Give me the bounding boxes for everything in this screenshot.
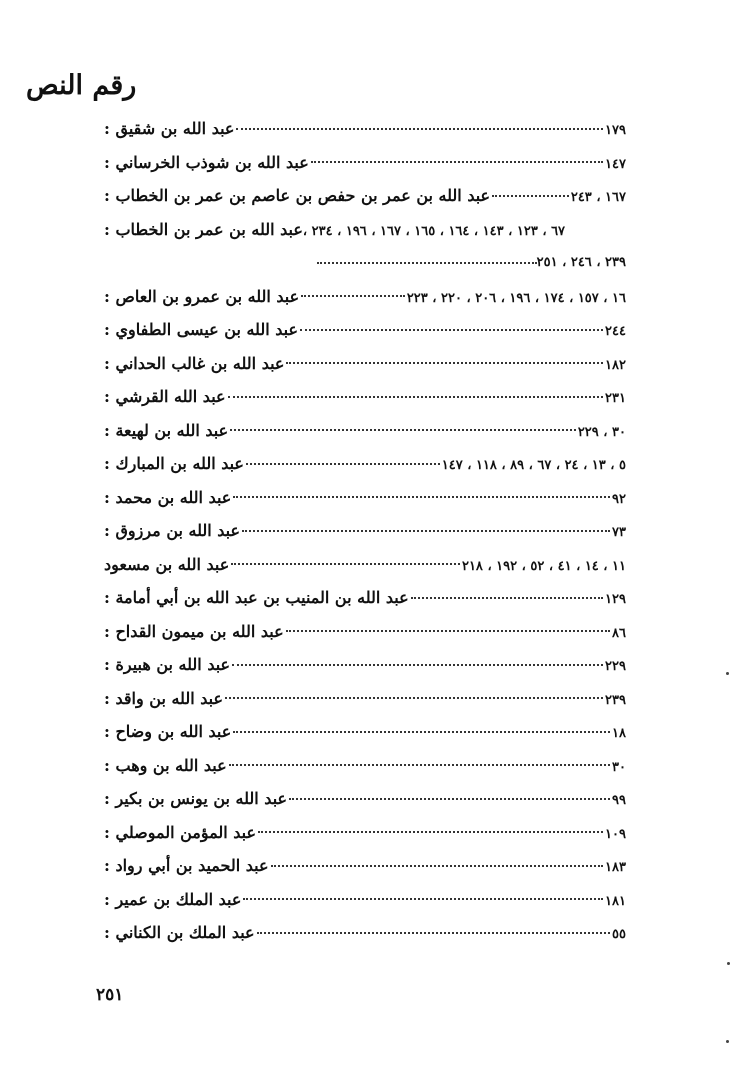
dot-leader: [317, 262, 537, 264]
page-number: ٢٥١: [96, 985, 124, 1005]
index-entry: [100, 782, 632, 816]
dot-leader: [243, 898, 603, 900]
entry-name: عبد الله بن عمرو بن العاص :: [104, 286, 300, 306]
entry-name: عبد الله بن محمد :: [104, 487, 232, 507]
dot-leader: [229, 764, 610, 766]
index-entry: [100, 648, 632, 682]
dot-leader: [286, 362, 603, 364]
dot-leader: [257, 932, 610, 934]
index-entry: [100, 548, 632, 582]
entry-refs: ١٦٧ ، ٢٤٣: [570, 190, 626, 205]
entry-refs: ١١ ، ١٤ ، ٤١ ، ٥٢ ، ١٩٢ ، ٢١٨: [461, 558, 626, 574]
entry-refs: ٨٦: [612, 625, 626, 641]
index-entry: [100, 682, 632, 716]
entry-refs: ١٨: [612, 726, 626, 741]
dot-leader: [230, 429, 576, 431]
dot-leader: [233, 496, 610, 498]
entry-refs: ٥ ، ١٣ ، ٢٤ ، ٦٧ ، ٨٩ ، ١١٨ ، ١٤٧: [441, 458, 626, 473]
dot-leader: [232, 664, 603, 666]
entry-refs: ٢٤٤: [605, 324, 626, 339]
entry-refs: ٢٣٩: [605, 692, 626, 708]
entry-name: عبد الله بن عمر بن الخطاب :: [104, 219, 303, 239]
entry-refs: ٢٣١: [605, 391, 626, 406]
index-entry: [100, 179, 632, 213]
index-entry: [100, 112, 632, 146]
entry-name: عبد الملك بن الكناني :: [104, 923, 255, 942]
index-entry-continuation: [100, 246, 632, 280]
entry-refs: ١٨٢: [605, 357, 626, 373]
index-entry: [100, 883, 632, 917]
index-entry: [100, 749, 632, 783]
entry-refs: ٢٣٩ ، ٢٤٦ ، ٢٥١: [536, 255, 626, 270]
index-entry: [100, 146, 632, 180]
dot-leader: [228, 396, 603, 398]
index-entry: [100, 514, 632, 548]
dot-leader: [246, 463, 440, 465]
dot-leader: [286, 630, 610, 632]
index-list: [100, 112, 632, 950]
page-heading: رقم النص: [26, 70, 137, 101]
dot-leader: [271, 865, 604, 867]
index-entry: [100, 347, 632, 381]
entry-name: عبد الله بن المبارك :: [104, 454, 244, 473]
dot-leader: [225, 697, 603, 699]
entry-name: عبد الحميد بن أبي رواد :: [104, 856, 269, 875]
entry-name: عبد الملك بن عمير :: [104, 889, 242, 909]
entry-refs: ١٢٩: [605, 592, 626, 607]
entry-name: عبد الله بن مسعود: [104, 554, 230, 574]
entry-refs: ١٤٧: [605, 156, 626, 172]
dot-leader: [233, 731, 610, 733]
dot-leader: [492, 195, 569, 197]
entry-refs: ٦٧ ، ١٢٣ ، ١٤٣ ، ١٦٤ ، ١٦٥ ، ١٦٧ ، ١٩٦ ، ٢٣٤ ،: [302, 223, 566, 239]
index-entry: [100, 916, 632, 950]
index-entry: [100, 816, 632, 850]
index-entry: [100, 414, 632, 448]
index-entry: [100, 581, 632, 615]
entry-refs: ١٧٩: [605, 123, 626, 138]
dot-leader: [311, 161, 603, 163]
entry-name: عبد الله بن شقيق :: [104, 119, 235, 138]
entry-refs: ١٠٩: [605, 826, 626, 842]
entry-refs: ٧٣: [612, 525, 626, 540]
entry-refs: ١٨١: [605, 893, 626, 909]
index-entry: [100, 715, 632, 749]
index-entry: [100, 849, 632, 883]
entry-name: عبد الله القرشي :: [104, 387, 226, 406]
index-entry: [100, 213, 632, 247]
entry-name: عبد الله بن هبيرة :: [104, 655, 231, 674]
entry-name: عبد الله بن يونس بن بكير :: [104, 789, 288, 808]
entry-name: عبد الله بن ميمون القداح :: [104, 621, 284, 641]
entry-refs: ١٦ ، ١٥٧ ، ١٧٤ ، ١٩٦ ، ٢٠٦ ، ٢٢٠ ، ٢٢٣: [406, 290, 626, 306]
entry-name: عبد الله بن وضاح :: [104, 722, 232, 741]
entry-refs: ١٨٣: [605, 860, 626, 875]
dot-leader: [301, 295, 405, 297]
entry-refs: ٣٠: [612, 759, 626, 775]
entry-refs: ٣٠ ، ٢٢٩: [577, 424, 626, 440]
dot-leader: [289, 798, 610, 800]
entry-refs: ٥٥: [612, 927, 626, 942]
dot-leader: [258, 831, 603, 833]
entry-name: عبد الله بن المنيب بن عبد الله بن أبي أمامة :: [104, 588, 409, 607]
entry-refs: ٩٩: [612, 793, 626, 808]
scan-speck: [726, 1040, 729, 1043]
dot-leader: [236, 128, 603, 130]
entry-refs: ٩٢: [612, 491, 626, 507]
entry-name: عبد الله بن مرزوق :: [104, 521, 241, 540]
dot-leader: [300, 329, 603, 331]
entry-name: عبد الله بن عيسى الطفاوي :: [104, 320, 299, 339]
entry-name: عبد الله بن عمر بن حفص بن عاصم بن عمر بن الخطاب :: [104, 186, 491, 205]
index-entry: [100, 481, 632, 515]
entry-name: عبد الله بن وهب :: [104, 755, 227, 775]
entry-name: عبد المؤمن الموصلي :: [104, 822, 257, 842]
dot-leader: [242, 530, 610, 532]
index-entry: [100, 313, 632, 347]
dot-leader: [411, 597, 603, 599]
scan-speck: [726, 672, 729, 675]
scan-speck: [727, 962, 730, 965]
dot-leader: [231, 563, 460, 565]
index-entry: [100, 447, 632, 481]
entry-name: عبد الله بن شوذب الخرساني :: [104, 152, 309, 172]
index-entry: [100, 380, 632, 414]
index-entry: [100, 615, 632, 649]
entry-name: عبد الله بن واقد :: [104, 688, 224, 708]
index-entry: [100, 280, 632, 314]
entry-name: عبد الله بن لهيعة :: [104, 420, 229, 440]
entry-name: عبد الله بن غالب الحداني :: [104, 353, 285, 373]
entry-refs: ٢٢٩: [605, 659, 626, 674]
